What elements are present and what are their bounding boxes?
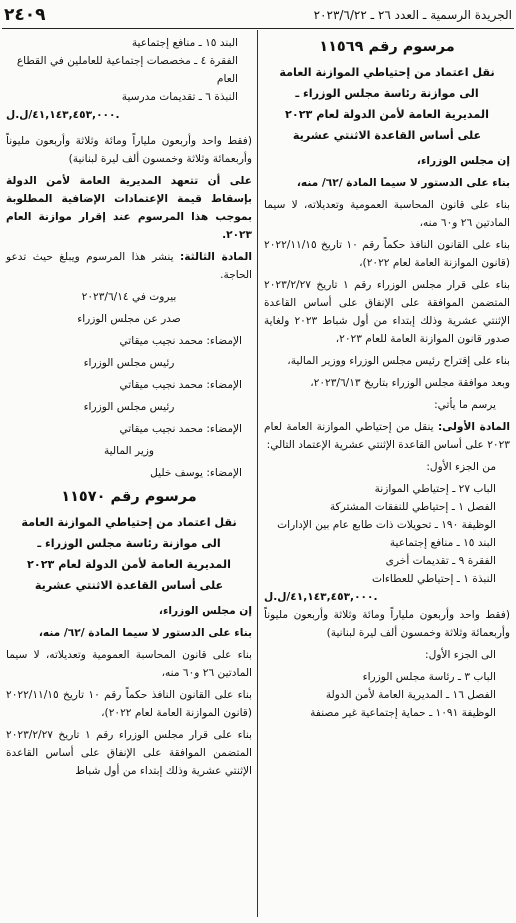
part-heading: الى الجزء الأول: bbox=[425, 649, 496, 661]
place-date: بيروت في ٢٠٢٣/٦/١٤ bbox=[81, 291, 177, 303]
signature: الإمضاء: محمد نجيب ميقاتي bbox=[119, 335, 242, 347]
subtitle-line: الى موازنة رئاسة مجلس الوزراء ـ bbox=[37, 537, 221, 550]
decree-subtitle bbox=[6, 512, 252, 596]
left-column bbox=[6, 34, 252, 784]
decrees-line: يرسم ما يأتي: bbox=[434, 399, 496, 411]
article-text: ينقل من إحتياطي الموازنة العامة لعام ٢٠٢٣ على أساس القاعدة الإثنتي عشرية الإعتماد التالي: bbox=[264, 421, 510, 451]
subtitle-line: نقل اعتماد من إحتياطي الموازنة العامة bbox=[21, 516, 237, 529]
gazette-title: الجريدة الرسمية ـ العدد ٢٦ ـ ٢٠٢٣/٦/٢٢ bbox=[313, 8, 512, 22]
amount-words: (فقط واحد وأربعون ملياراً ومائة وثلاثة وأربعون مليوناً وأربعمائة وثلاثة وخمسون ألف ليرة لبنانية) bbox=[6, 135, 252, 165]
subtitle-line: نقل اعتماد من إحتياطي الموازنة العامة bbox=[279, 66, 495, 79]
amount-words: (فقط واحد وأربعون ملياراً ومائة وثلاثة وأربعون مليوناً وأربعمائة وثلاثة وخمسون ألف ليرة لبنانية) bbox=[264, 609, 510, 639]
basis-paragraph: بناء على قرار مجلس الوزراء رقم ١ تاريخ ٢٠٢٣/٢/٢٧ المتضمن الموافقة على الإنفاق على أساس القاعدة الإثنتي عشرية وذلك إبتداء من أول شباط bbox=[6, 729, 252, 777]
budget-item: الوظيفة ١٠٩١ ـ حماية إجتماعية غير مصنفة bbox=[310, 707, 496, 719]
signature: الإمضاء: يوسف خليل bbox=[150, 467, 242, 479]
budget-item: الباب ٣ ـ رئاسة مجلس الوزراء bbox=[362, 671, 496, 683]
basis-paragraph: بناء على إقتراح رئيس مجلس الوزراء ووزير المالية، bbox=[287, 355, 510, 367]
basis-paragraph: بناء على قرار مجلس الوزراء رقم ١ تاريخ ٢٠٢٣/٢/٢٧ المتضمن الموافقة على الإنفاق على أساس القاعدة الإثنتي عشرية وذلك إبتداء من أول شباط ٢٠٢٣ ولغاية صدور قانون الموازنة العامة للعام ٢٠٢٣، bbox=[264, 279, 510, 345]
signature: الإمضاء: محمد نجيب ميقاتي bbox=[119, 379, 242, 391]
budget-item: الفقرة ٤ ـ مخصصات إجتماعية للعاملين في القطاع العام bbox=[16, 55, 238, 85]
budget-item: الفصل ١ ـ إحتياطي للنفقات المشتركة bbox=[329, 501, 496, 513]
budget-item: البند ١٥ ـ منافع إجتماعية bbox=[389, 537, 496, 549]
right-column bbox=[264, 34, 510, 722]
header-rule bbox=[2, 28, 514, 29]
issued-by: صدر عن مجلس الوزراء bbox=[77, 313, 181, 325]
subtitle-line: المديرية العامة لأمن الدولة لعام ٢٠٢٣ bbox=[285, 108, 489, 121]
amount: ٤١,١٤٣,٤٥٣,٠٠٠/ل.ل. bbox=[264, 591, 378, 603]
budget-item: البند ١٥ ـ منافع إجتماعية bbox=[131, 37, 238, 49]
budget-item: النبذة ٦ ـ تقديمات مدرسية bbox=[121, 91, 238, 103]
budget-item: الفصل ١٦ ـ المديرية العامة لأمن الدولة bbox=[325, 689, 496, 701]
amount: ٤١,١٤٣,٤٥٣,٠٠٠/ل.ل. bbox=[6, 109, 120, 121]
obligation-clause: على أن تتعهد المديرية العامة لأمن الدولة بإسقاط قيمة الإعتمادات الإضافية المطلوبة بموجب هذا المرسوم عند إقرار موازنة العام ٢٠٢٣. bbox=[6, 175, 252, 241]
part-heading: من الجزء الأول: bbox=[426, 461, 496, 473]
decree-title: مرسوم رقم ١١٥٧٠ bbox=[61, 489, 197, 505]
article-label: المادة الأولى: bbox=[437, 421, 510, 433]
basis-paragraph: بناء على قانون المحاسبة العمومية وتعديلاته، لا سيما المادتين ٢٦ و٦٠ منه، bbox=[264, 199, 510, 229]
article-1 bbox=[264, 418, 510, 454]
basis-constitution: بناء على الدستور لا سيما المادة /٦٢/ منه، bbox=[38, 627, 252, 639]
subtitle-line: على أساس القاعدة الاثنتي عشرية bbox=[292, 129, 482, 142]
basis-constitution: بناء على الدستور لا سيما المادة /٦٢/ منه، bbox=[296, 177, 510, 189]
signatory-role: رئيس مجلس الوزراء bbox=[83, 357, 175, 369]
intro: إن مجلس الوزراء، bbox=[158, 605, 252, 617]
to-items bbox=[264, 668, 510, 722]
signatory-role: رئيس مجلس الوزراء bbox=[83, 401, 175, 413]
basis-paragraph: بناء على القانون النافذ حكماً رقم ١٠ تاريخ ٢٠٢٢/١١/١٥ (قانون الموازنة العامة لعام ٢٠٢٢)، bbox=[6, 689, 252, 719]
subtitle-line: الى موازنة رئاسة مجلس الوزراء ـ bbox=[295, 87, 479, 100]
budget-item: الوظيفة ١٩٠ ـ تحويلات ذات طابع عام بين الإدارات bbox=[277, 519, 496, 531]
column-divider bbox=[257, 30, 258, 917]
decree-subtitle bbox=[264, 62, 510, 146]
subtitle-line: المديرية العامة لأمن الدولة لعام ٢٠٢٣ bbox=[27, 558, 231, 571]
subtitle-line: على أساس القاعدة الاثنتي عشرية bbox=[34, 579, 224, 592]
budget-item: الفقرة ٩ ـ تقديمات أخرى bbox=[385, 555, 496, 567]
basis-paragraph: بناء على القانون النافذ حكماً رقم ١٠ تاريخ ٢٠٢٢/١١/١٥ (قانون الموازنة العامة لعام ٢٠٢٢)، bbox=[264, 239, 510, 269]
basis-paragraph: بناء على قانون المحاسبة العمومية وتعديلاته، لا سيما المادتين ٢٦ و٦٠ منه، bbox=[6, 649, 252, 679]
from-items bbox=[264, 480, 510, 588]
article-3 bbox=[6, 248, 252, 284]
continued-items bbox=[6, 34, 252, 106]
page-header bbox=[4, 4, 512, 26]
budget-item: الباب ٢٧ ـ إحتياطي الموازنة bbox=[374, 483, 496, 495]
intro: إن مجلس الوزراء، bbox=[416, 155, 510, 167]
article-text: ينشر هذا المرسوم ويبلغ حيث تدعو الحاجة. bbox=[6, 251, 252, 281]
decree-title: مرسوم رقم ١١٥٦٩ bbox=[319, 39, 455, 55]
signatory-role: وزير المالية bbox=[103, 445, 155, 457]
budget-item: النبذة ١ ـ إحتياطي للعطاءات bbox=[372, 573, 496, 585]
page-number: ٢٤٠٩ bbox=[4, 5, 46, 25]
article-label: المادة الثالثة: bbox=[180, 251, 252, 263]
signature: الإمضاء: محمد نجيب ميقاتي bbox=[119, 423, 242, 435]
approval: وبعد موافقة مجلس الوزراء بتاريخ ٢٠٢٣/٦/١٣، bbox=[310, 377, 510, 389]
